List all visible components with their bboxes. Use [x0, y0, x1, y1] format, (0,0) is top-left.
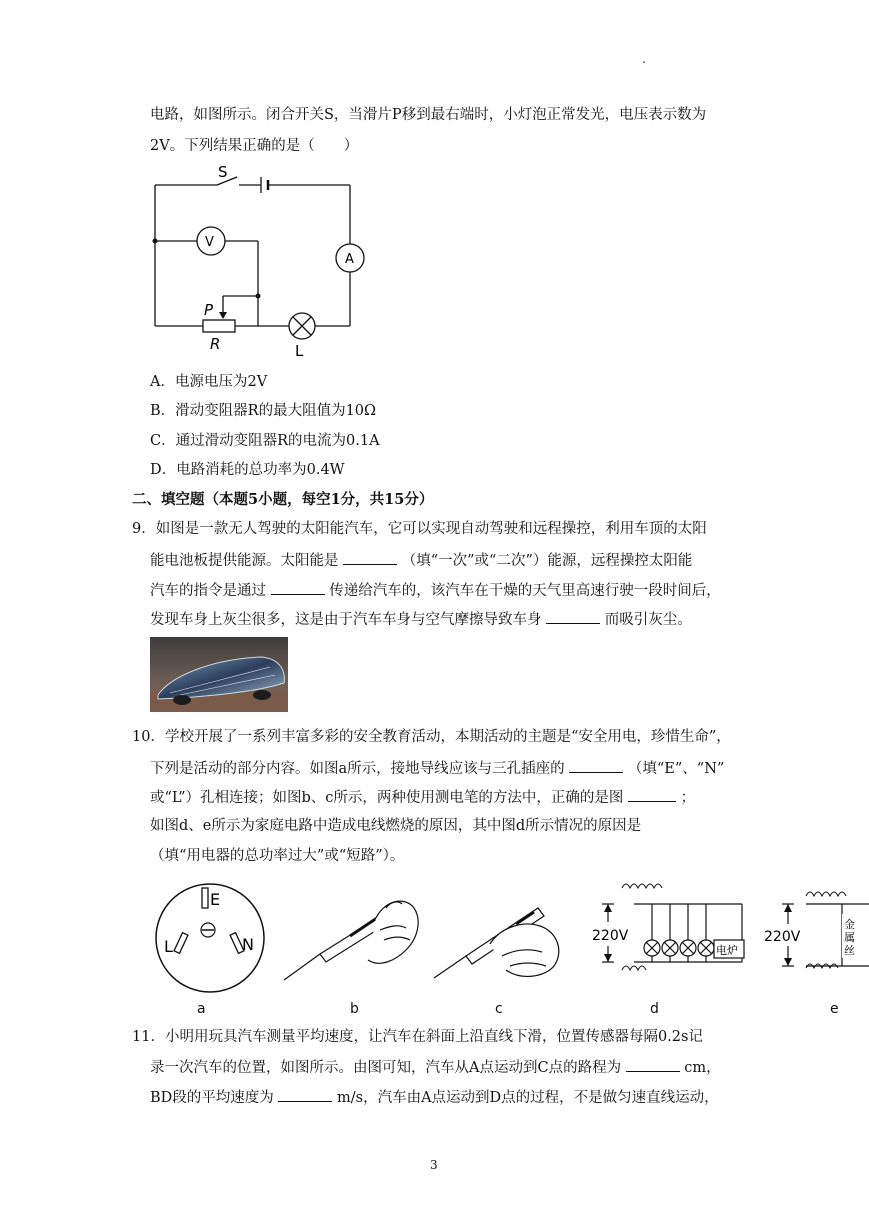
socket-n: N [242, 935, 254, 954]
q9-line-1: 9．如图是一款无人驾驶的太阳能汽车，它可以实现自动驾驶和远程操控，利用车顶的太阳 [132, 521, 707, 537]
q11-text: m/s，汽车由A点运动到D点的过程，不是做匀速直线运动， [337, 1090, 719, 1106]
q8-circuit-diagram [145, 160, 385, 365]
q10-line-3 [150, 787, 695, 808]
fig-label-a: a [197, 1001, 206, 1017]
q10-line-5: （填“用电器的总功率过大”或“短路”）。 [150, 848, 405, 864]
fig-label-e: e [830, 1001, 839, 1017]
fig-e-wire-1: 金 [844, 918, 855, 931]
q8-option-a: A．电源电压为2V [150, 374, 268, 390]
q11-text: BD段的平均速度为 [150, 1090, 274, 1106]
q9-text: 能电池板提供能源。太阳能是 [150, 553, 339, 569]
q9-line-3 [150, 580, 721, 601]
answer-blank [628, 787, 676, 802]
q10-text: ； [680, 790, 696, 806]
answer-blank [343, 550, 397, 565]
q10-text: （填“E”、“N” [627, 761, 725, 777]
q10-line-1: 10．学校开展了一系列丰富多彩的安全教育活动，本期活动的主题是“安全用电，珍惜生命”， [132, 729, 731, 745]
q10-line-4: 如图d、e所示为家庭电路中造成电线燃烧的原因，其中图d所示情况的原因是 [150, 818, 642, 834]
socket-l: L [164, 937, 173, 956]
q8-option-d: D．电路消耗的总功率为0.4W [150, 462, 345, 478]
lamp-label: L [295, 342, 304, 360]
fig-e-voltage: 220V [764, 929, 801, 945]
slider-label: P [204, 301, 214, 319]
socket-e: E [210, 890, 221, 909]
q10-text: 或“L”）孔相连接；如图b、c所示，两种使用测电笔的方法中，正确的是图 [150, 790, 624, 806]
fig-e-wire-3: 丝 [844, 944, 855, 957]
q9-text: 汽车的指令是通过 [150, 583, 266, 599]
q10-text: 下列是活动的部分内容。如图a所示，接地导线应该与三孔插座的 [150, 761, 565, 777]
switch-label: S [218, 163, 228, 181]
answer-blank [546, 609, 600, 624]
test-pen-figure-c [430, 890, 570, 990]
section-title: 二、填空题（本题5小题，每空1分，共15分） [132, 491, 434, 508]
q9-text: 发现车身上灰尘很多，这是由于汽车车身与空气摩擦导致车身 [150, 612, 542, 628]
q8-line-2: 2V。下列结果正确的是（ ） [150, 138, 359, 154]
ammeter-label: A [345, 252, 354, 267]
socket-figure [150, 878, 270, 998]
fig-label-c: c [495, 1001, 503, 1017]
header-mark: . [642, 52, 646, 66]
q9-text: （填“一次”或“二次”）能源，远程操控太阳能 [401, 553, 693, 569]
fig-d-load: 电炉 [716, 944, 738, 957]
page-number: 3 [430, 1158, 438, 1172]
short-circuit-figure [764, 878, 869, 978]
answer-blank [278, 1087, 332, 1102]
q9-line-4 [150, 609, 692, 630]
q11-text: cm， [684, 1060, 721, 1076]
answer-blank [569, 758, 623, 773]
test-pen-figure-b [280, 890, 425, 990]
rheostat-label: R [210, 335, 221, 353]
fig-label-d: d [650, 1001, 659, 1017]
overload-circuit-figure [592, 878, 772, 978]
q9-text: 传递给汽车的，该汽车在干燥的天气里高速行驶一段时间后， [329, 583, 721, 599]
fig-d-voltage: 220V [592, 928, 629, 944]
fig-e-wire-2: 属 [844, 931, 855, 944]
q9-text: 而吸引灰尘。 [604, 612, 692, 628]
answer-blank [271, 580, 325, 595]
answer-blank [626, 1057, 680, 1072]
q10-line-2 [150, 758, 724, 779]
fig-label-b: b [350, 1001, 359, 1017]
q11-line-3 [150, 1087, 719, 1108]
q11-text: 录一次汽车的位置，如图所示。由图可知，汽车从A点运动到C点的路程为 [150, 1060, 622, 1076]
solar-car-photo [150, 637, 288, 712]
q9-line-2 [150, 550, 692, 571]
q8-option-b: B．滑动变阻器R的最大阻值为10Ω [150, 403, 377, 419]
q11-line-2 [150, 1057, 721, 1078]
q11-line-1: 11．小明用玩具汽车测量平均速度，让汽车在斜面上沿直线下滑，位置传感器每隔0.2s记 [132, 1029, 703, 1045]
q8-option-c: C．通过滑动变阻器R的电流为0.1A [150, 433, 380, 449]
q8-line-1: 电路，如图所示。闭合开关S，当滑片P移到最右端时，小灯泡正常发光，电压表示数为 [150, 107, 707, 123]
voltmeter-label: V [205, 235, 214, 250]
